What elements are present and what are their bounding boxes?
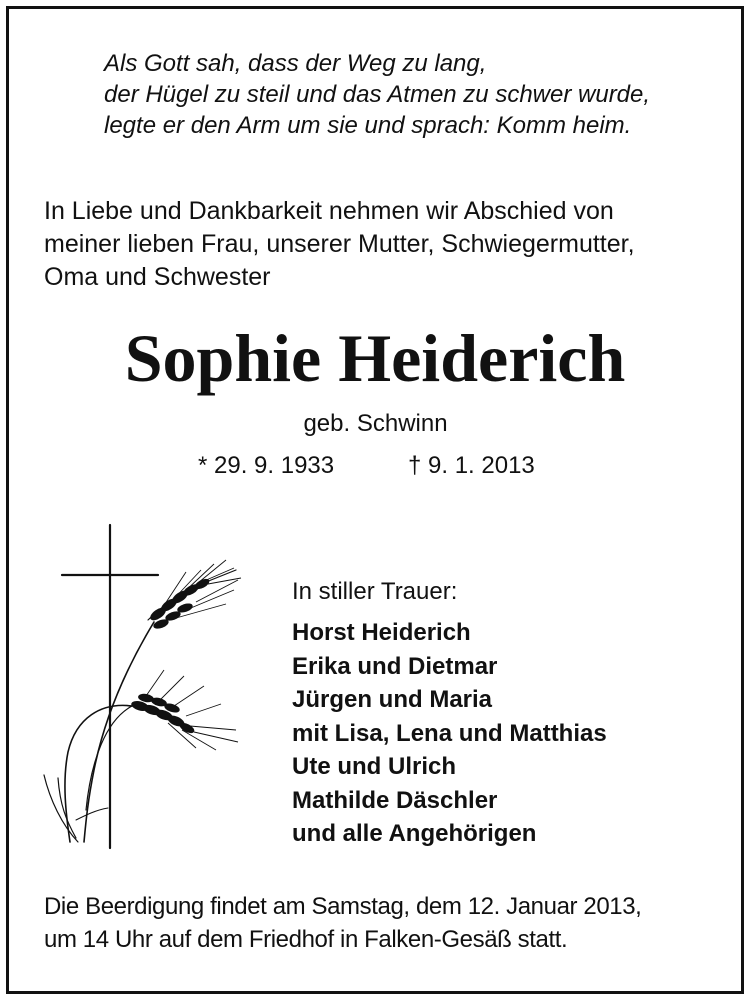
- farewell-intro: [44, 195, 724, 294]
- poem-verse: [104, 48, 724, 141]
- funeral-notice: [44, 890, 734, 956]
- intro-line: Oma und Schwester: [44, 263, 271, 291]
- deceased-name: Sophie Heiderich: [124, 320, 626, 396]
- mourner-name: mit Lisa, Lena und Matthias: [292, 719, 607, 747]
- death-date: † 9. 1. 2013: [408, 452, 535, 479]
- mourner-name: Jürgen und Maria: [292, 686, 493, 713]
- cross-and-wheat-icon: [36, 520, 246, 850]
- poem-line: der Hügel zu steil und das Atmen zu schwer wurde,: [104, 81, 651, 108]
- mourner-name: und alle Angehörigen: [292, 820, 537, 847]
- mourner-name: Ute und Ulrich: [292, 753, 457, 780]
- birth-date: * 29. 9. 1933: [198, 452, 335, 479]
- funeral-line: Die Beerdigung findet am Samstag, dem 12. Januar 2013,: [44, 893, 642, 920]
- mourners-list: [292, 616, 732, 851]
- mourner-name: Mathilde Däschler: [292, 786, 498, 814]
- mourner-name: Horst Heiderich: [292, 619, 471, 646]
- intro-line: In Liebe und Dankbarkeit nehmen wir Abschied von: [44, 197, 614, 225]
- poem-line: Als Gott sah, dass der Weg zu lang,: [104, 50, 487, 77]
- intro-line: meiner lieben Frau, unserer Mutter, Schwiegermutter,: [44, 230, 635, 258]
- poem-line: legte er den Arm um sie und sprach: Komm heim.: [104, 112, 632, 139]
- maiden-name: geb. Schwinn: [303, 410, 448, 437]
- mourning-label: In stiller Trauer:: [292, 578, 458, 605]
- funeral-line: um 14 Uhr auf dem Friedhof in Falken-Gesäß statt.: [44, 926, 568, 953]
- mourner-name: Erika und Dietmar: [292, 652, 498, 680]
